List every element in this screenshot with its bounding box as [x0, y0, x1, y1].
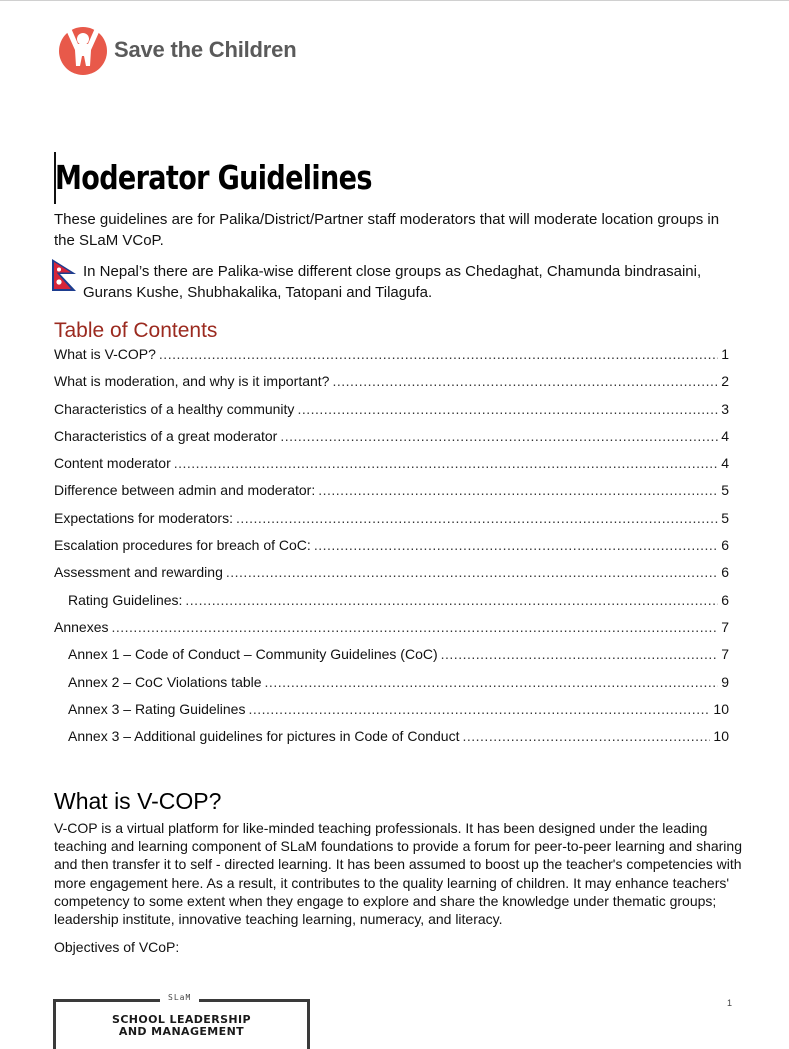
intro-paragraph[interactable]: These guidelines are for Palika/District/Partner staff moderators that will moderate location groups in the SLaM VCoP.: [54, 211, 720, 249]
page-number: 1: [727, 998, 733, 1008]
toc-entry-label: What is V-COP?: [54, 346, 156, 362]
toc-entry-moderation[interactable]: [54, 373, 729, 400]
toc-entry-admin-vs-moderator[interactable]: [54, 482, 729, 509]
toc-entry-label: Annex 1 – Code of Conduct – Community Guidelines (CoC): [68, 646, 438, 663]
logo-text: Save the Children: [114, 37, 297, 62]
toc-leader: [248, 701, 710, 717]
toc-entry-page: 7: [721, 646, 729, 663]
toc-entry-label: Content moderator: [54, 455, 171, 472]
slam-logo-tag: SLaM: [160, 993, 199, 1002]
toc-entry-escalation[interactable]: [54, 537, 729, 564]
toc-entry-page: 5: [721, 482, 729, 499]
toc-entry-annex-2[interactable]: [54, 674, 729, 701]
document-title[interactable]: Moderator Guidelines: [55, 158, 372, 197]
toc-leader: [441, 646, 718, 662]
toc-leader: [462, 728, 710, 744]
toc-entry-label: Annex 3 – Rating Guidelines: [68, 700, 246, 717]
toc-entry-healthy-community[interactable]: [54, 401, 729, 428]
toc-entry-label: Escalation procedures for breach of CoC:: [54, 537, 311, 554]
nepal-note[interactable]: In Nepal’s there are Palika-wise different close groups as Chedaghat, Chamunda bindrasaini, Gurans Kushe, Shubhakalika, Tatopani and Tilagufa.: [83, 263, 702, 301]
toc-entry-page: 6: [721, 591, 729, 608]
toc-entry-page: 2: [721, 373, 729, 390]
toc-leader: [174, 455, 718, 471]
page-top-border: [0, 0, 789, 1]
toc-entry-label: Annex 2 – CoC Violations table: [68, 673, 262, 690]
toc-leader: [280, 428, 718, 444]
nepal-flag-icon: [50, 258, 78, 292]
toc-heading: Table of Contents: [54, 319, 218, 342]
section-body[interactable]: V-COP is a virtual platform for like-minded teaching professionals. It has been designed under the leading teaching and learning component of SLaM foundations to provide a forum for peer-to-peer learning and sharing and then transfer it to self - directed learning. It has been assumed to boost up the teacher's competencies with more engagement here. As a result, it contributes to the quality learning of children. It may enhance teachers' competency to some extent when they engage to explore and share the knowledge under thematic groups; leadership institute, innovative teaching learning, numeracy, and literacy.: [54, 820, 742, 928]
toc-entry-assessment[interactable]: [54, 564, 729, 591]
toc-entry-expectations[interactable]: [54, 510, 729, 537]
toc-leader: [111, 619, 718, 635]
toc-entry-page: 4: [721, 455, 729, 472]
toc-entry-page: 10: [713, 728, 729, 745]
toc-leader: [226, 564, 718, 580]
section-heading[interactable]: What is V-COP?: [54, 788, 222, 814]
toc-leader: [318, 482, 718, 498]
objectives-label[interactable]: Objectives of VCoP:: [54, 939, 180, 955]
toc-entry-page: 4: [721, 427, 729, 444]
toc-entry-label: Assessment and rewarding: [54, 564, 223, 581]
toc-entry-great-moderator[interactable]: [54, 428, 729, 455]
toc-entry-page: 5: [721, 509, 729, 526]
toc-leader: [314, 537, 718, 553]
toc-leader: [236, 510, 718, 526]
toc-entry-label: Annex 3 – Additional guidelines for pictures in Code of Conduct: [68, 728, 460, 745]
slam-logo-line2: AND MANAGEMENT: [118, 1025, 245, 1038]
toc-entry-page: 6: [721, 564, 729, 581]
toc-entry-label: What is moderation, and why is it important?: [54, 373, 330, 390]
toc-entry-page: 3: [721, 400, 729, 417]
toc-leader: [159, 346, 718, 362]
toc-entry-page: 7: [721, 618, 729, 635]
toc-entry-rating-guidelines[interactable]: [54, 592, 729, 619]
toc-leader: [297, 401, 718, 417]
toc-entry-page: 10: [713, 700, 729, 717]
toc-entry-annex-3-pictures[interactable]: [54, 728, 729, 755]
toc-entry-page: 1: [721, 346, 729, 362]
toc-entry-page: 6: [721, 537, 729, 554]
toc-entry-label: Characteristics of a great moderator: [54, 427, 278, 444]
toc-entry-annex-1[interactable]: [54, 646, 729, 673]
toc-leader: [265, 674, 718, 690]
save-the-children-logo: [58, 24, 296, 76]
slam-logo-line1: SCHOOL LEADERSHIP: [112, 1013, 251, 1026]
toc-entry-annex-3-rating[interactable]: [54, 701, 729, 728]
toc-entry-label: Expectations for moderators:: [54, 509, 233, 526]
toc-leader: [185, 592, 718, 608]
toc-entry-label: Difference between admin and moderator:: [54, 482, 316, 499]
table-of-contents: [54, 346, 729, 755]
toc-leader: [332, 373, 718, 389]
toc-entry-label: Characteristics of a healthy community: [54, 400, 295, 417]
toc-entry-what-is-vcop[interactable]: [54, 346, 729, 373]
toc-entry-content-moderator[interactable]: [54, 455, 729, 482]
save-the-children-child-icon: [58, 24, 108, 76]
toc-entry-label: Annexes: [54, 618, 109, 635]
toc-entry-annexes[interactable]: [54, 619, 729, 646]
toc-entry-label: Rating Guidelines:: [68, 591, 183, 608]
toc-entry-page: 9: [721, 673, 729, 690]
